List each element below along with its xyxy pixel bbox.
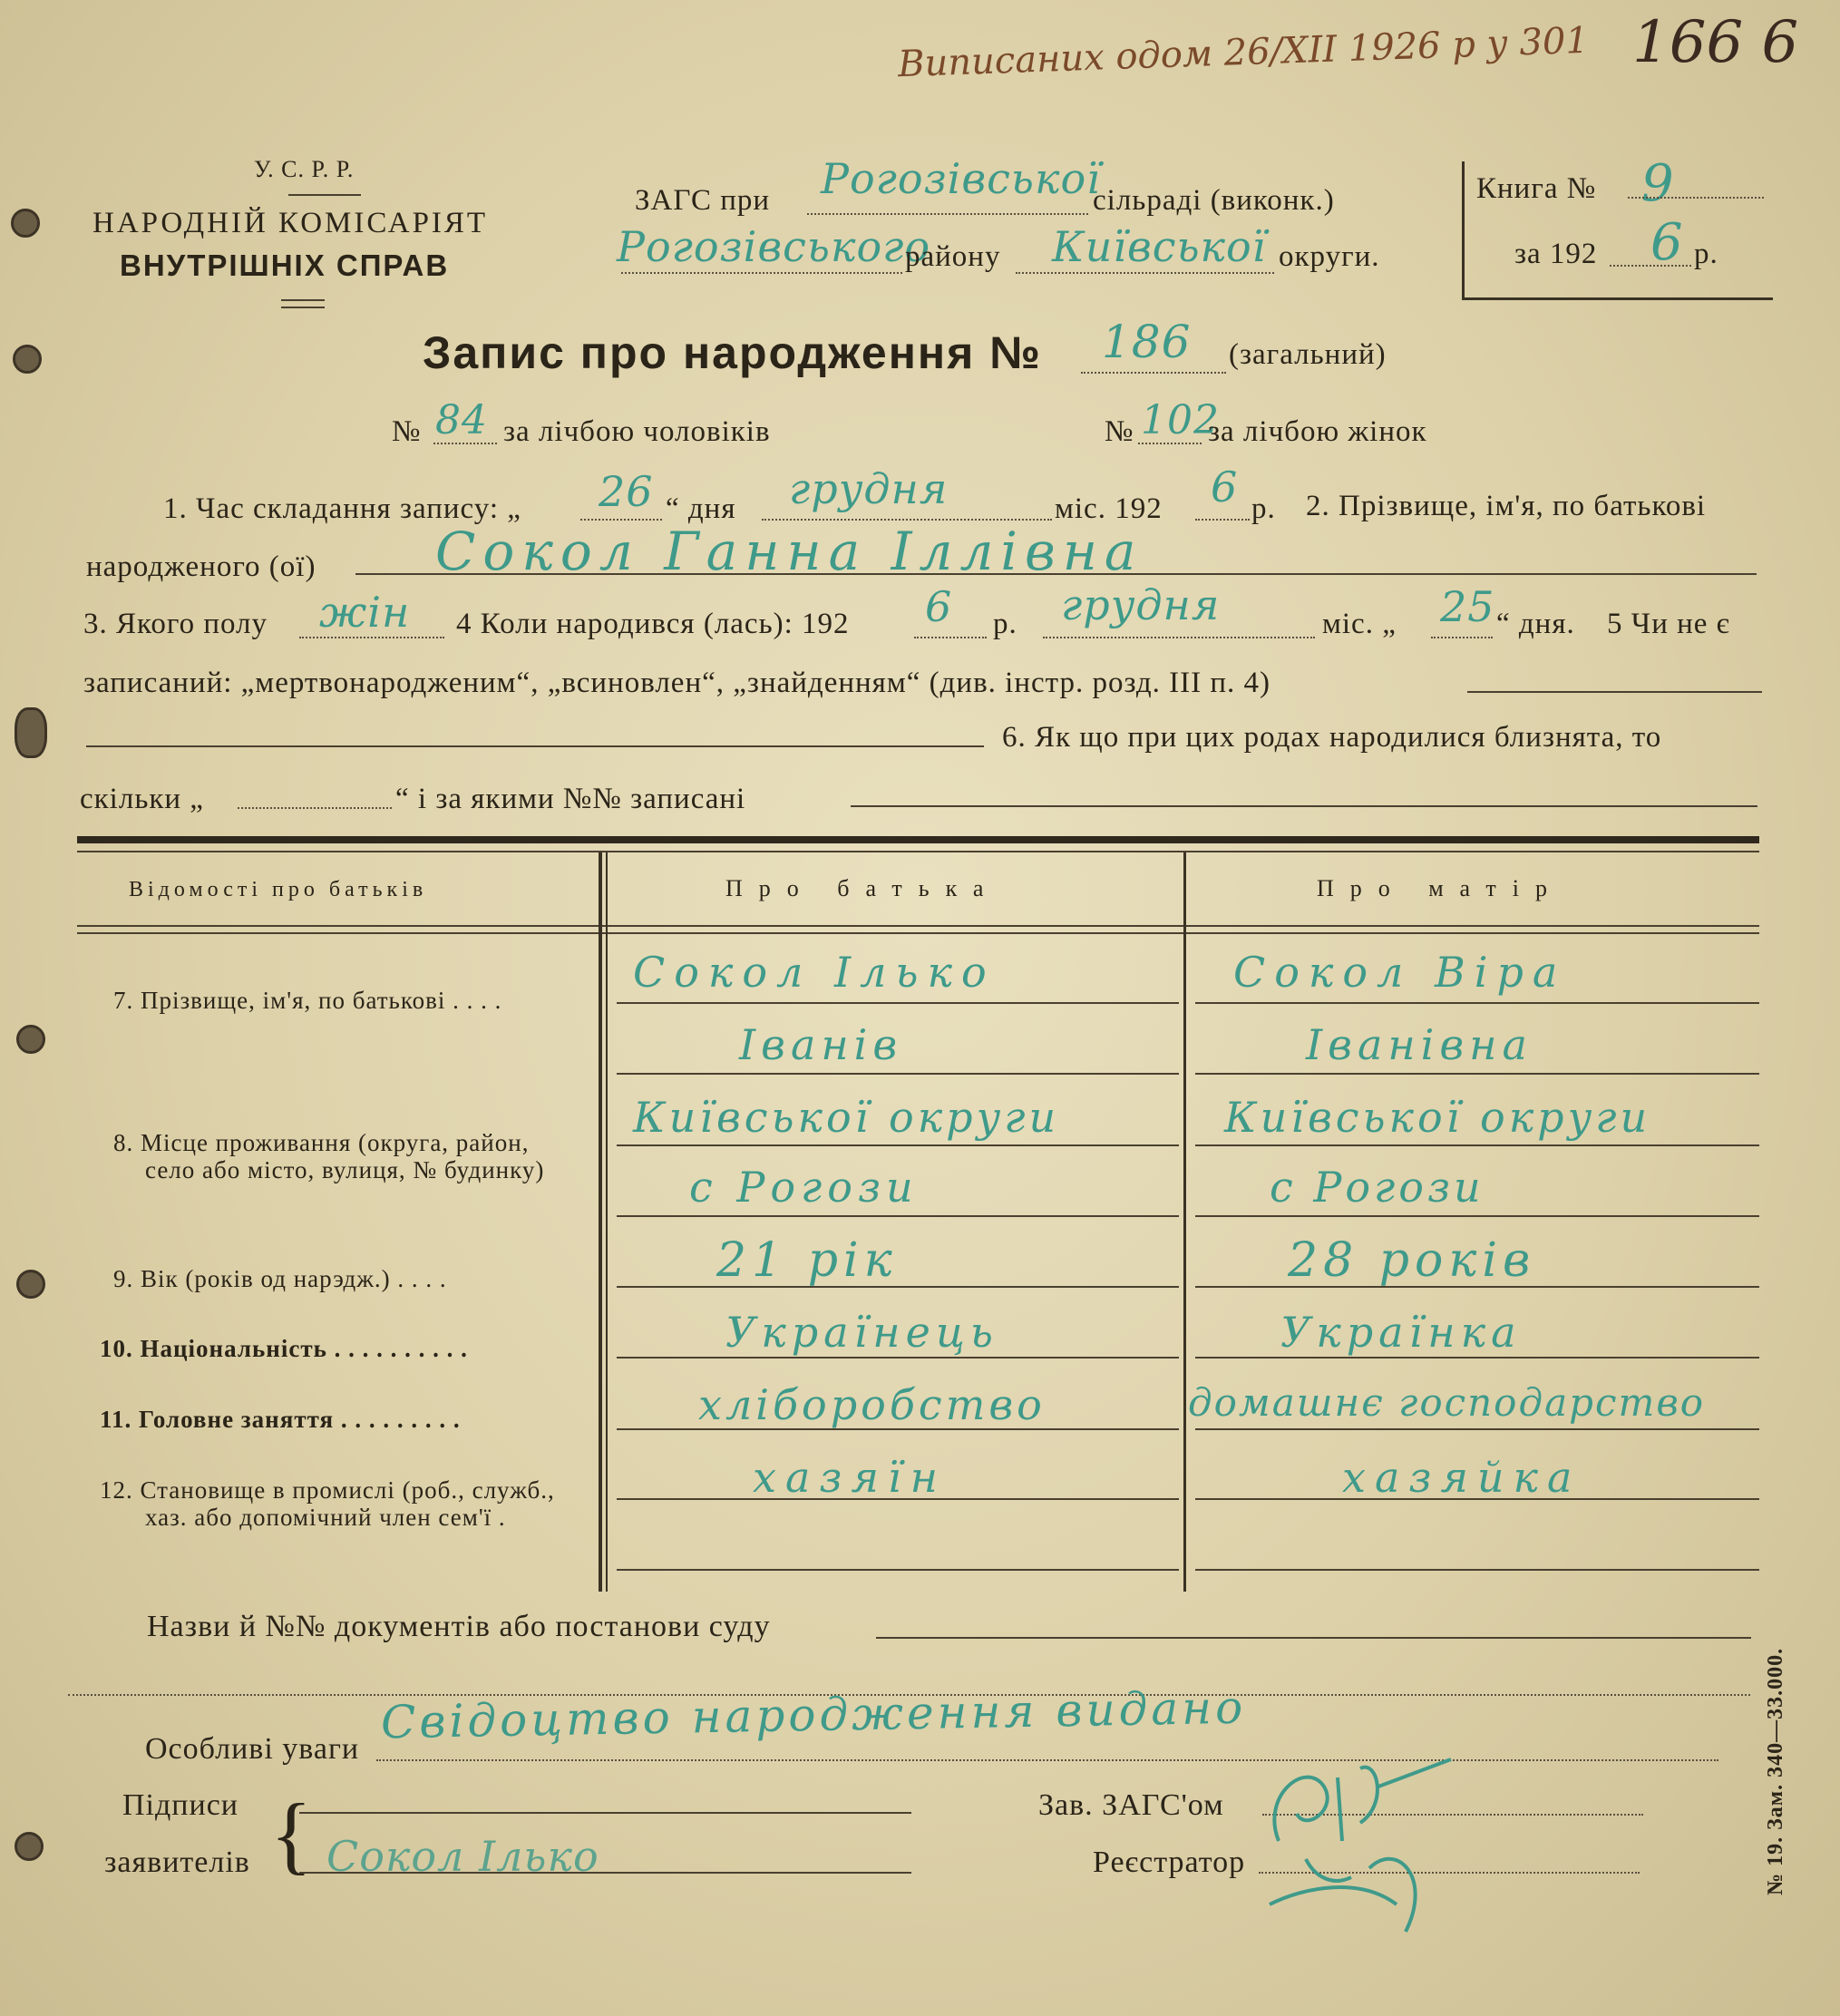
record-number: 186 [1102,316,1192,368]
binder-hole [15,1832,44,1861]
field1-year-suffix: р. [1251,492,1276,525]
table-col-mother: Про матір [1317,875,1564,901]
registrar-label: Реєстратор [1093,1846,1246,1879]
row10-label: 10. Національність . . . . . . . . . . [100,1335,468,1362]
signatures-label2: заявителів [104,1846,250,1879]
commissariat-line1: НАРОДНІЙ КОМІСАРІЯТ [92,207,489,239]
field2-value: Сокол Ганна Іллівна [435,521,1144,582]
remarks-value: Свідоцтво народження видано [380,1680,1247,1749]
row8-label: 8. Місце проживання (округа, район, [113,1129,530,1156]
binder-hole [16,1025,45,1054]
side-print: № 19. Зам. 340—33.000. [1764,1647,1787,1895]
field6-text2: “ і за якими №№ записані [395,783,746,815]
men-label: за лічбою чоловіків [503,415,771,448]
men-prefix: № [392,415,422,448]
women-prefix: № [1105,415,1134,448]
row7-father: Сокол Ілько [633,948,996,997]
book-year-digit: 6 [1650,213,1684,272]
zags-okrug-suffix: округи. [1279,240,1380,273]
top-annotation: Виписаних одом 26/XII 1926 р у 301 [897,19,1590,86]
table-divider [606,852,608,1592]
field4-label: 4 Коли народився (лась): 192 [456,608,850,640]
remarks-label: Особливі уваги [145,1732,360,1766]
field3-value: жін [319,588,411,637]
record-general: (загальний) [1229,338,1387,371]
row8-father2: с Рогози [689,1163,919,1212]
binder-hole [13,345,42,374]
book-label: Книга № [1476,172,1597,205]
book-year-label: за 192 [1514,238,1598,270]
women-number: 102 [1141,397,1220,443]
field2-label: 2. Прізвище, ім'я, по батькові [1306,490,1707,522]
zags-village: Рогозівської [821,154,1101,203]
binder-hole [11,209,40,238]
men-number: 84 [435,397,488,443]
women-label: за лічбою жінок [1208,415,1427,448]
row12-label: 12. Становище в промислі (роб., служб., [100,1476,555,1504]
row8-father: Київської округи [633,1093,1060,1142]
row7-label: 7. Прізвище, ім'я, по батькові . . . . [113,987,502,1014]
row11-mother: домашнє господарство [1188,1380,1706,1425]
zags-prefix: ЗАГС при [635,184,771,217]
field6-label: 6. Як що при цих родах народилися близнята, то [1002,721,1662,754]
zags-okrug: Київської [1052,222,1267,271]
field1-day: 26 [599,467,654,516]
row10-father: Українець [725,1308,998,1357]
field1-label: 1. Час складання запису: „ [163,492,521,525]
row7-mother2: Іванівна [1306,1020,1533,1069]
row7-father2: Іванів [739,1020,903,1069]
applicant-signature: Сокол Ілько [326,1832,599,1881]
row8-label2: село або місто, вулиця, № будинку) [145,1156,545,1183]
field4-r: р. [993,608,1017,640]
table-top-rule [77,836,1759,843]
row9-father: 21 рік [716,1233,898,1288]
row8-mother: Київської округи [1224,1093,1651,1142]
field4-month-label: міс. „ [1322,608,1397,640]
field2-label-cont: народженого (ої) [86,550,316,583]
signatures-label: Підписи [122,1788,239,1822]
row12-mother: хазяйка [1342,1453,1582,1502]
row7-mother: Сокол Віра [1233,948,1567,997]
documents-label: Назви й №№ документів або постанови суду [147,1610,771,1643]
field4-day-label: “ дня. [1496,608,1575,640]
field5-text: записаний: „мертвонародженим“, „всиновлен“, „знайденням“ (див. інстр. розд. III п. 4) [83,667,1271,699]
row12-label2: хаз. або допомічний член сем'ї . [145,1504,506,1531]
field4-month: грудня [1061,580,1221,629]
table-col-parents: Відомості про батьків [129,878,428,901]
header-double-rule [281,299,325,301]
table-col-father: Про батька [725,875,1000,901]
field4-year: 6 [925,582,953,631]
field1-day-suffix: “ дня [666,492,736,525]
field4-day: 25 [1440,582,1495,631]
republic-label: У. С. Р. Р. [254,156,355,182]
corner-number: 166 6 [1632,9,1799,76]
field3-label: 3. Якого полу [83,608,268,640]
row11-label: 11. Головне заняття . . . . . . . . . [100,1406,461,1433]
record-title: Запис про народження № [423,327,1042,378]
field5-label: 5 Чи не є [1607,608,1730,640]
row12-father: хазяїн [753,1453,947,1502]
book-number: 9 [1641,154,1675,213]
zags-village-suffix: сільраді (виконк.) [1093,184,1335,217]
row10-mother: Українка [1280,1308,1522,1357]
field1-month: грудня [789,464,949,513]
header-double-rule [281,307,325,308]
signatures-brace: { [270,1786,313,1883]
book-year-suffix: р. [1694,238,1718,270]
official-signature [1251,1723,1487,1941]
zags-district-suffix: району [905,240,1001,273]
commissariat-line2: ВНУТРІШНІХ СПРАВ [120,248,450,282]
head-label: Зав. ЗАГС'ом [1038,1788,1224,1822]
zags-district: Рогозівського [617,222,931,271]
table-divider [599,852,602,1592]
field6-text: скільки „ [80,783,204,815]
row8-mother2: с Рогози [1270,1163,1485,1212]
binder-hole [16,1270,45,1299]
row9-mother: 28 років [1288,1233,1536,1288]
row11-father: хліборобство [698,1380,1046,1429]
binder-hole [15,707,47,758]
field1-year-label: міс. 192 [1055,492,1163,525]
row9-label: 9. Вік (років од нарэдж.) . . . . [113,1265,447,1292]
table-divider [1183,852,1186,1592]
header-rule [288,194,361,196]
field1-year: 6 [1211,463,1239,511]
